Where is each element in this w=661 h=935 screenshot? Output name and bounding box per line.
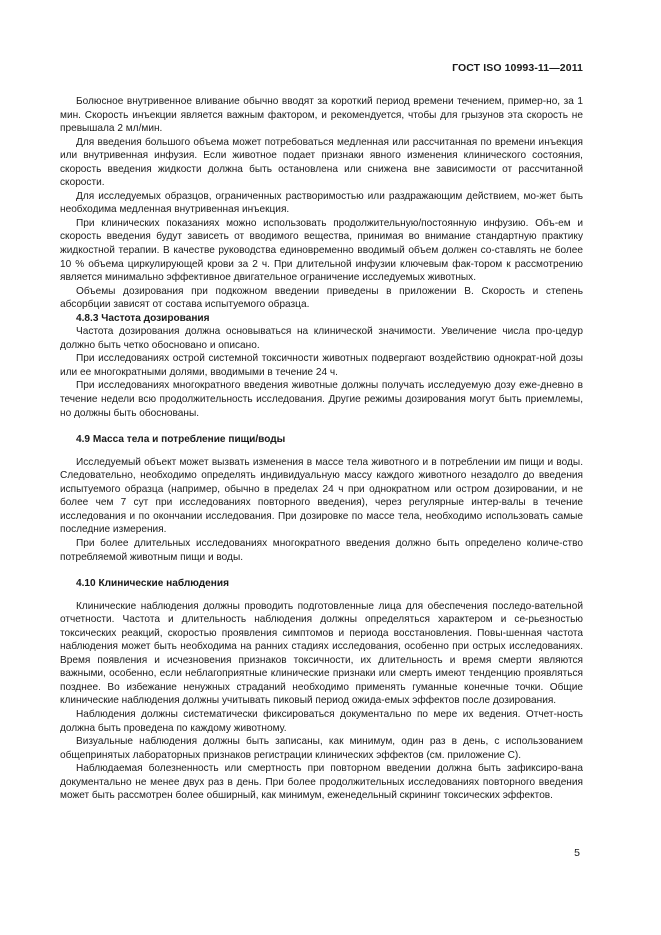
section-heading: 4.10 Клинические наблюдения	[76, 578, 229, 590]
paragraph: Исследуемый объект может вызвать изменения в массе тела животного и в потреблении им пищи и воды. Следовательно, необходимо определять индивидуальную массу каждого животного незадолго до введения испытуемого образца (например, обычно в пределах 24 ч при однократном или остром дозировании, и не более чем 7 сут при исследованиях повторного введения), через регулярные интер-валы в течение исследования и по окончании исследования. При дозировке по массе тела, необходимо использовать самые последние измерения.	[60, 456, 583, 536]
paragraph: Объемы дозирования при подкожном введении приведены в приложении В. Скорость и степень абсорбции зависят от состава испытуемого образца.	[60, 285, 583, 311]
paragraph: Болюсное внутривенное вливание обычно вводят за короткий период времени течением, пример-но, за 1 мин. Скорость инъекции является важным фактором, и рекомендуется, чтобы для грызунов эта скорость не превышала 2 мл/мин.	[60, 96, 583, 135]
paragraph: Клинические наблюдения должны проводить подготовленные лица для обеспечения последо-вательной отчетности. Частота и длительность наблюдения должны определяться характером и се-рьезностью токсических реакций, скоростью проявления симптомов и периода восстановления. Повы-шенная частота наблюдения может быть необходима на ранних стадиях исследования, особенно при острых исследованиях. Время появления и исчезновения признаков токсичности, их длительность и время смерти являются важными, особенно, если неблагоприятные клинические признаки или смерть имеют тенденцию проявляться позднее. Во избежание ненужных страданий необходимо применять гуманные конечные точки. Общие клинические наблюдения должны учитывать пиковый период ожида-емых эффектов после дозирования.	[60, 600, 583, 707]
document-body	[60, 95, 583, 803]
paragraph: Для введения большого объема может потребоваться медленная или рассчитанная по времени инъекция или внутривенная инфузия. Если животное подает признаки явного изменения клинического состояния, скорость введения жидкости должна быть остановлена или снижена вне зависимости от рассчитанной скорости.	[60, 136, 583, 189]
paragraph: Частота дозирования должна основываться на клинической значимости. Увеличение числа про-цедур должно быть четко обосновано и описано.	[60, 326, 583, 351]
paragraph: Наблюдения должны систематически фиксироваться документально по мере их ведения. Отчет-ность должна быть проведена по каждому животному.	[60, 708, 583, 734]
paragraph: Наблюдаемая болезненность или смертность при повторном введении должна быть зафиксиро-вана документально не менее двух раз в день. При более продолжительных исследованиях повторного введения может быть рассмотрен более обширный, как минимум, еженедельный скрининг токсических эффектов.	[60, 763, 583, 802]
paragraph: При исследованиях многократного введения животные должны получать исследуемую дозу еже-дневно в течение недели всю продолжительность исследования. Другие режимы дозирования могут быть приемлемы, но должны быть обоснованы.	[60, 380, 583, 419]
paragraph: При исследованиях острой системной токсичности животных подвергают воздействию однократ-ной дозы или ее многократными долями, вводимыми в течение 24 ч.	[60, 353, 583, 378]
paragraph: Визуальные наблюдения должны быть записаны, как минимум, один раз в день, с использованием общепринятых лабораторных признаков регистрации клинических эффектов (см. приложение С).	[60, 736, 583, 761]
page-number: 5	[574, 847, 580, 859]
subsection-heading: 4.8.3 Частота дозирования	[76, 312, 210, 324]
paragraph: При более длительных исследованиях многократного введения должно быть определено количе-ство потребляемой животным пищи и воды.	[60, 537, 583, 563]
paragraph: Для исследуемых образцов, ограниченных растворимостью или раздражающим действием, мо-жет быть необходима медленная внутривенная инъекция.	[60, 190, 583, 216]
section-heading: 4.9 Масса тела и потребление пищи/воды	[76, 434, 286, 446]
document-header: ГОСТ ISO 10993-11—2011	[452, 62, 583, 74]
paragraph: При клинических показаниях можно использовать продолжительную/постоянную инфузию. Объ-ем и скорость введения будут зависеть от вводимого вещества, принимая во внимание стандартную практику жидкостной терапии. В качестве руководства единовременно вводимый объем должен со-ставлять не более 10 % объема циркулирующей крови за 2 ч. При длительной инфузии ключевым фак-тором к рассмотрению является минимально эффективное двигательное ограничение исследуемых животных.	[60, 217, 583, 284]
